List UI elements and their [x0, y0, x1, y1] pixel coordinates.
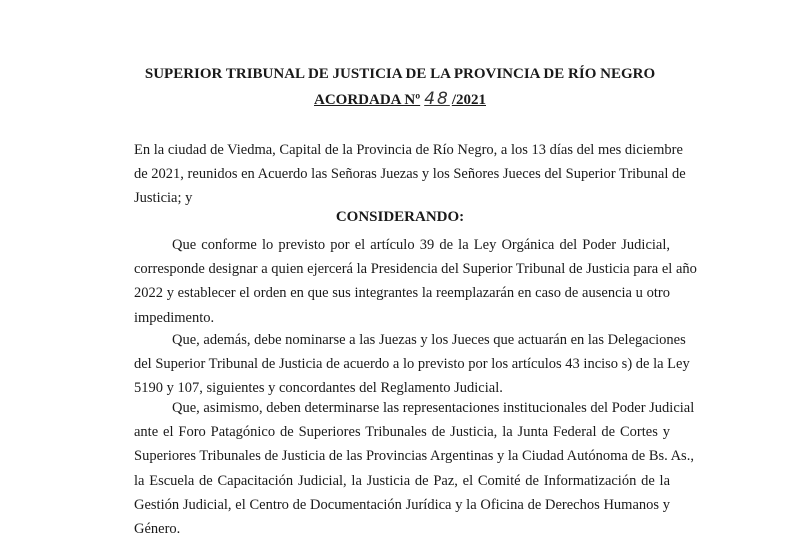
acordada-prefix: ACORDADA Nº	[313, 92, 421, 108]
paragraph-line: 5190 y 107, siguientes y concordantes del Reglamento Judicial.	[134, 380, 503, 397]
paragraph-line: Que, además, debe nominarse a las Juezas y los Jueces que actuarán en las Delegaciones	[172, 332, 686, 348]
paragraph-representaciones	[134, 396, 695, 541]
acordada-heading	[0, 89, 800, 109]
paragraph-delegaciones	[134, 328, 690, 401]
acordada-year: /2021	[451, 92, 486, 108]
document-title: SUPERIOR TRIBUNAL DE JUSTICIA DE LA PROVINCIA DE RÍO NEGRO	[144, 66, 656, 82]
paragraph-line: impedimento.	[134, 309, 215, 326]
paragraph-line: Superiores Tribunales de Justicia de las Provincias Argentinas y la Ciudad Autónoma de Bs. As.,	[134, 448, 694, 465]
paragraph-line: corresponde designar a quien ejercerá la Presidencia del Superior Tribunal de Justicia para el año	[134, 261, 697, 278]
acordada-handwritten-number: 48	[424, 89, 450, 109]
intro-paragraph	[134, 138, 686, 211]
intro-line: En la ciudad de Viedma, Capital de la Provincia de Río Negro, a los 13 días del mes diciembre	[134, 142, 683, 158]
considerando-heading: CONSIDERANDO:	[335, 209, 465, 225]
paragraph-line: Género.	[134, 521, 181, 538]
paragraph-line: Que, asimismo, deben determinarse las representaciones institucionales del Poder Judicial	[172, 400, 695, 416]
paragraph-line: la Escuela de Capacitación Judicial, la Justicia de Paz, el Comité de Informatización de la	[134, 472, 670, 489]
paragraph-line: Que conforme lo previsto por el artículo 39 de la Ley Orgánica del Poder Judicial,	[172, 237, 670, 253]
intro-line: Justicia; y	[134, 190, 193, 207]
paragraph-line: Gestión Judicial, el Centro de Documentación Jurídica y la Oficina de Derechos Humanos y	[134, 496, 670, 513]
paragraph-line: del Superior Tribunal de Justicia de acuerdo a lo previsto por los artículos 43 inciso s) de la Ley	[134, 356, 690, 373]
paragraph-line: 2022 y establecer el orden en que sus integrantes la reemplazarán en caso de ausencia u otro	[134, 285, 670, 302]
intro-line: de 2021, reunidos en Acuerdo las Señoras Juezas y los Señores Jueces del Superior Tribunal de	[134, 166, 686, 183]
paragraph-line: ante el Foro Patagónico de Superiores Tribunales de Justicia, la Junta Federal de Cortes y	[134, 424, 670, 441]
paragraph-presidencia	[134, 233, 697, 330]
